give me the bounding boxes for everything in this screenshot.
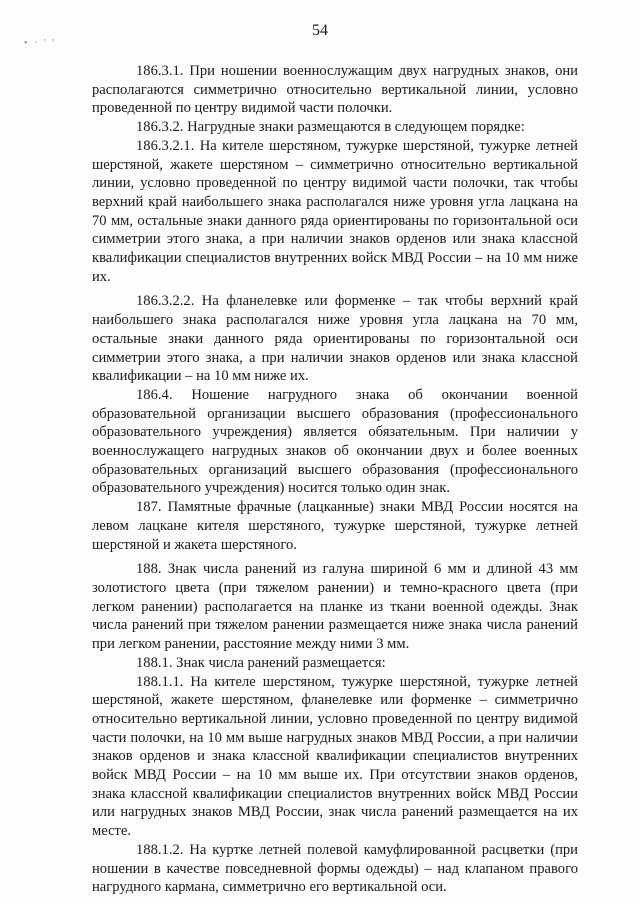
paragraph-188-1-1: 188.1.1. На кителе шерстяном, тужурке шерстяной, тужурке летней шерстяной, жакете шерстяном, фланелевке или форменке – симметрично относительно вертикальной линии, условно проведенной по центру видимой части полочки, на 10 мм выше нагрудных знаков МВД России, а при наличии знаков орденов и знака классной квалификации специалистов внутренних войск МВД России – на 10 мм выше их. При отсутствии знаков орденов, знака классной квалификации специалистов внутренних войск МВД России или нагрудных знаков МВД России, знак числа ранений размещается на их месте.: [92, 673, 578, 840]
paragraph-188: 188. Знак числа ранений из галуна шириной 6 мм и длиной 43 мм золотистого цвета (при тяжелом ранении) и темно-красного цвета (при легком ранении) располагается на планке из ткани военной одежды. Знак числа ранений при тяжелом ранении размещается ниже знака числа ранений при легком ранении, расстояние между ними 3 мм.: [92, 561, 578, 653]
paragraph-186-3-1: 186.3.1. При ношении военнослужащим двух нагрудных знаков, они располагаются симметрично относительно вертикальной линии, условно проведенной по центру видимой части полочки.: [92, 63, 578, 117]
paragraph-187: 187. Памятные фрачные (лацканные) знаки МВД России носятся на левом лацкане кителя шерстяного, тужурке шерстяной, тужурке летней шерстяной и жакета шерстяного.: [92, 499, 578, 553]
paragraph-186-3-2: 186.3.2. Нагрудные знаки размещаются в следующем порядке:: [136, 119, 525, 136]
paragraph-186-3-2-1: 186.3.2.1. На кителе шерстяном, тужурке шерстяной, тужурке летней шерстяной, жакете шерстяном – симметрично относительно вертикальной линии, условно проведенной по центру видимой части полочки, так чтобы верхний край наибольшего знака располагался ниже уровня угла лацкана на 70 мм, остальные знаки данного ряда ориентированы по горизонтальной оси симметрии этого знака, а при наличии знаков орденов или знака классной квалификации специалистов внутренних войск МВД России – на 10 мм ниже их.: [92, 137, 578, 285]
paragraph-186-4: 186.4. Ношение нагрудного знака об окончании военной образовательной организации высшего образования (профессионального образовательного учреждения) является обязательным. При наличии у военнослужащего нагрудных знаков об окончании двух и более военных образовательных организаций высшего образования (профессионального образовательного учреждения) носится только один знак.: [92, 386, 578, 497]
paragraph-186-3-2-2: 186.3.2.2. На фланелевке или форменке – так чтобы верхний край наибольшего знака располагался ниже уровня угла лацкана на 70 мм, остальные знаки данного ряда ориентированы по горизонтальной оси симметрии этого знака, а при наличии знаков орденов или знака классной квалификации – на 10 мм ниже их.: [92, 293, 578, 385]
scan-marks: • · ' ': [24, 38, 56, 49]
paragraph-188-1-2: 188.1.2. На куртке летней полевой камуфлированной расцветки (при ношении в качестве повседневной формы одежды) – над клапаном правого нагрудного кармана, симметрично его вертикальной оси.: [92, 841, 578, 896]
page-number: 54: [312, 22, 328, 39]
paragraph-188-1: 188.1. Знак числа ранений размещается:: [136, 654, 386, 671]
document-body: [92, 62, 578, 897]
